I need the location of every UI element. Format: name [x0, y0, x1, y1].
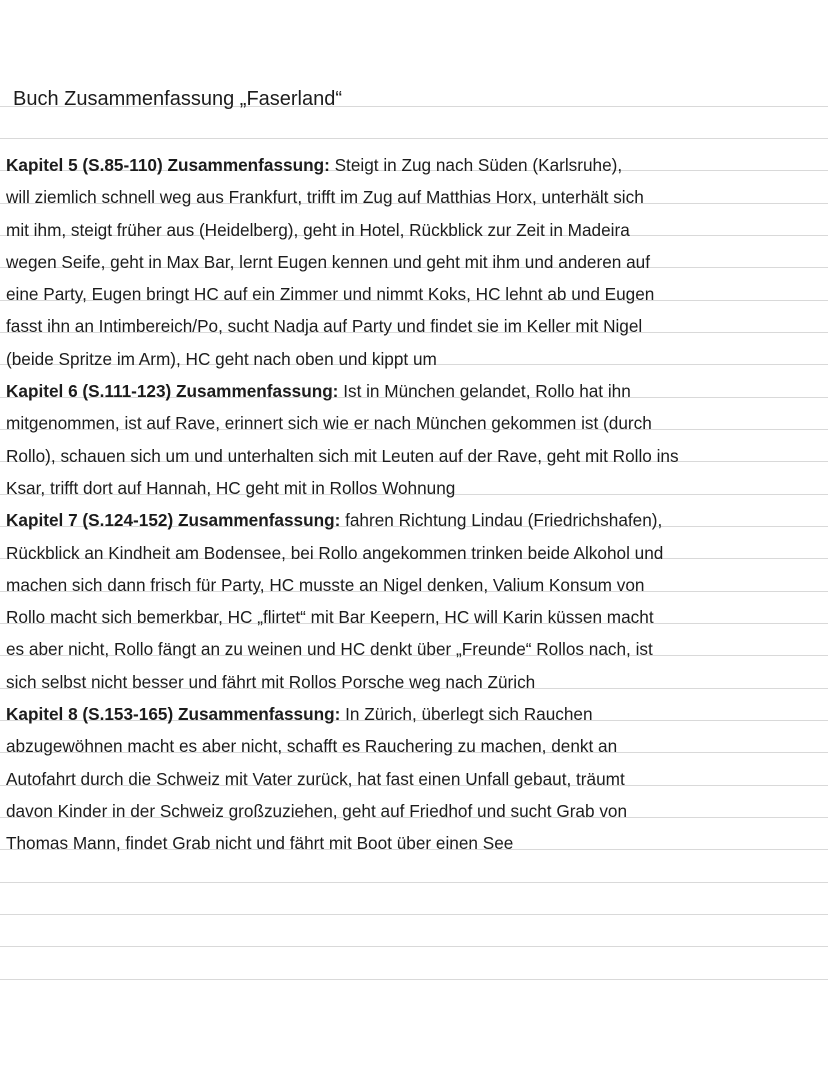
chapter-heading: Kapitel 5 (S.85-110) Zusammenfassung:: [6, 155, 330, 175]
chapter-heading: Kapitel 8 (S.153-165) Zusammenfassung:: [6, 704, 341, 725]
text-line: fasst ihn an Intimbereich/Po, sucht Nadja auf Party und findet sie im Keller mit Nigel: [6, 316, 643, 337]
text-line: will ziemlich schnell weg aus Frankfurt, trifft im Zug auf Matthias Horx, unterhält sich: [6, 187, 644, 208]
text-line: sich selbst nicht besser und fährt mit Rollos Porsche weg nach Zürich: [6, 671, 536, 692]
text-line: Autofahrt durch die Schweiz mit Vater zurück, hat fast einen Unfall gebaut, träumt: [6, 768, 625, 789]
text-line: es aber nicht, Rollo fängt an zu weinen und HC denkt über „Freunde“ Rollos nach, ist: [6, 639, 653, 660]
text-line: fahren Richtung Lindau (Friedrichshafen),: [340, 510, 663, 531]
chapter-heading: Kapitel 7 (S.124-152) Zusammenfassung:: [6, 510, 341, 531]
text-line: Steigt in Zug nach Süden (Karlsruhe),: [329, 155, 623, 175]
rule-line: [0, 138, 828, 139]
text-line: Ist in München gelandet, Rollo hat ihn: [338, 381, 631, 402]
text-line: In Zürich, überlegt sich Rauchen: [340, 704, 593, 725]
document-title: Buch Zusammenfassung „Faserland“: [13, 88, 343, 110]
text-line: Rollo macht sich bemerkbar, HC „flirtet“ mit Bar Keepern, HC will Karin küssen macht: [6, 607, 654, 628]
text-line: abzugewöhnen macht es aber nicht, schafft es Rauchering zu machen, denkt an: [6, 736, 618, 757]
text-line: eine Party, Eugen bringt HC auf ein Zimmer und nimmt Koks, HC lehnt ab und Eugen: [6, 284, 655, 305]
rule-line: [0, 979, 828, 980]
chapter-section: [6, 149, 821, 375]
text-line: davon Kinder in der Schweiz großzuziehen, geht auf Friedhof und sucht Grab von: [6, 800, 628, 821]
text-line: mit ihm, steigt früher aus (Heidelberg), geht in Hotel, Rückblick zur Zeit in Madeira: [6, 219, 630, 240]
chapter-first-line: [6, 698, 821, 730]
rule-line: [0, 882, 828, 883]
rule-line: [0, 946, 828, 947]
text-line: machen sich dann frisch für Party, HC musste an Nigel denken, Valium Konsum von: [6, 574, 645, 595]
chapter-section: [6, 698, 821, 859]
chapter-heading: Kapitel 6 (S.111-123) Zusammenfassung:: [6, 381, 339, 402]
text-line: Ksar, trifft dort auf Hannah, HC geht mit in Rollos Wohnung: [6, 477, 456, 498]
text-line: Thomas Mann, findet Grab nicht und fährt mit Boot über einen See: [6, 833, 514, 854]
text-line: mitgenommen, ist auf Rave, erinnert sich wie er nach München gekommen ist (durch: [6, 413, 652, 434]
chapter-section: [6, 375, 821, 504]
chapter-section: [6, 504, 821, 698]
text-line: (beide Spritze im Arm), HC geht nach oben und kippt um: [6, 348, 437, 369]
text-line: Rückblick an Kindheit am Bodensee, bei Rollo angekommen trinken beide Alkohol und: [6, 542, 664, 563]
chapter-first-line: [6, 375, 821, 407]
rule-line: [0, 914, 828, 915]
chapter-first-line: [6, 149, 821, 181]
chapter-first-line: [6, 504, 821, 536]
text-line: Rollo), schauen sich um und unterhalten sich mit Leuten auf der Rave, geht mit Rollo ins: [6, 445, 679, 466]
document-body: [6, 149, 821, 860]
text-line: wegen Seife, geht in Max Bar, lernt Eugen kennen und geht mit ihm und anderen auf: [6, 251, 651, 272]
